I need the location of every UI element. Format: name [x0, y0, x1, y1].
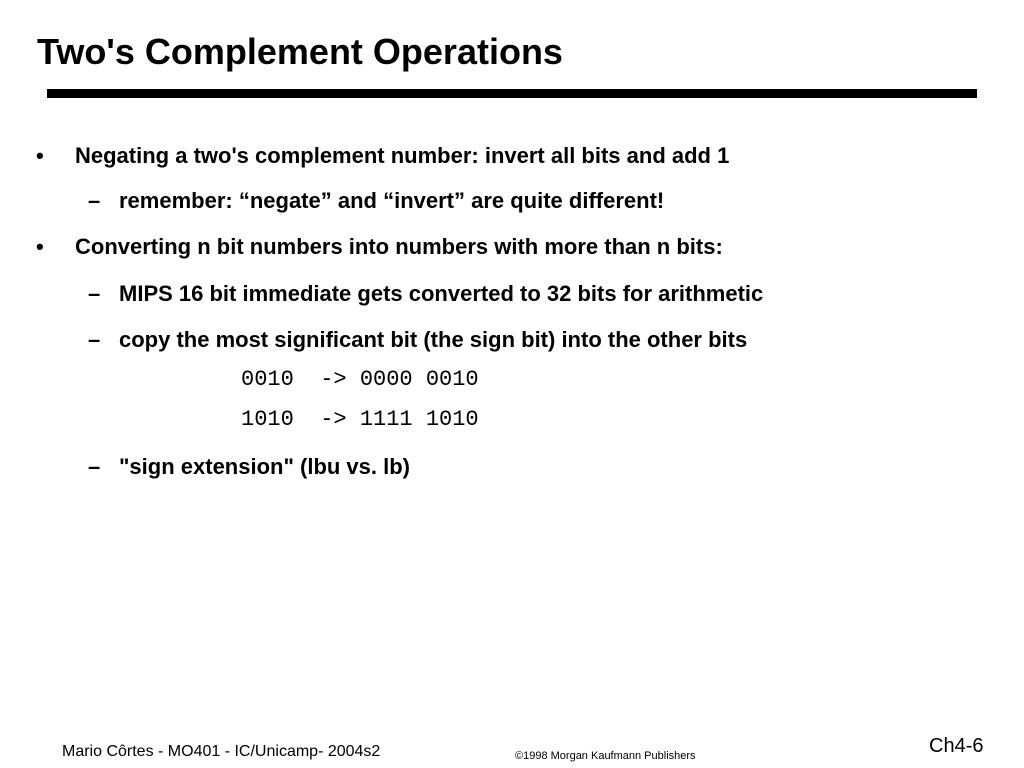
dash-marker: –: [88, 454, 101, 479]
title-divider: [47, 89, 977, 98]
sub-item-copy-msb: copy the most significant bit (the sign bit) into the other bits: [119, 327, 748, 352]
code-line-example-1: 0010 -> 0000 0010: [241, 367, 479, 392]
sub-item-remember: remember: “negate” and “invert” are quite different!: [119, 188, 665, 213]
bullet-marker: •: [36, 143, 44, 168]
code-line-example-2: 1010 -> 1111 1010: [241, 407, 479, 432]
sub-item-sign-extension: "sign extension" (lbu vs. lb): [119, 454, 411, 479]
bullet-item-converting: Converting n bit numbers into numbers with more than n bits:: [75, 234, 723, 259]
page-number: Ch4-6: [929, 735, 984, 757]
bullet-item-negating: Negating a two's complement number: invert all bits and add 1: [75, 143, 730, 168]
dash-marker: –: [88, 327, 101, 352]
footer-author: Mario Côrtes - MO401 - IC/Unicamp- 2004s2: [62, 743, 381, 760]
sub-item-mips: MIPS 16 bit immediate gets converted to 32 bits for arithmetic: [119, 281, 764, 306]
dash-marker: –: [88, 188, 101, 213]
slide-title: Two's Complement Operations: [37, 31, 563, 72]
footer-copyright: ©1998 Morgan Kaufmann Publishers: [515, 750, 696, 762]
dash-marker: –: [88, 281, 101, 306]
bullet-marker: •: [36, 234, 44, 259]
